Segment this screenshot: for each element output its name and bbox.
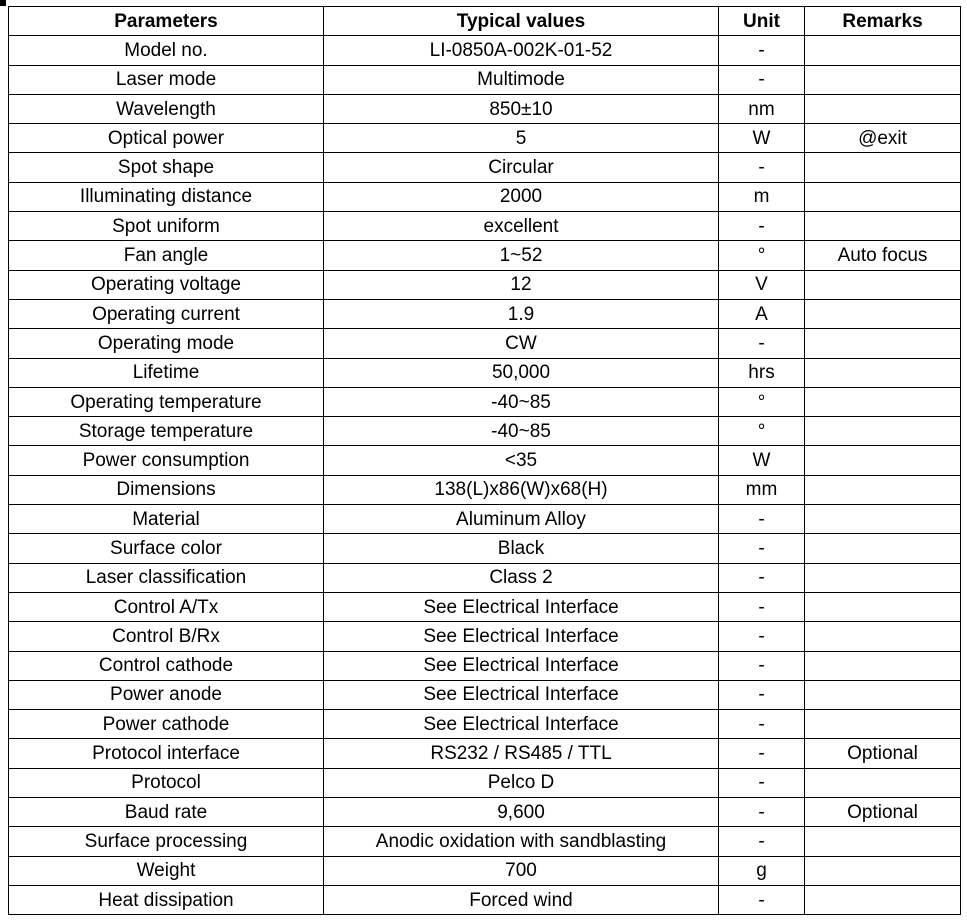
parameter-cell: Laser classification — [9, 563, 324, 592]
table-row — [9, 36, 961, 65]
value-cell: 850±10 — [324, 94, 719, 123]
parameter-cell: Spot uniform — [9, 212, 324, 241]
unit-cell: - — [719, 768, 805, 797]
value-cell: See Electrical Interface — [324, 710, 719, 739]
value-cell: 50,000 — [324, 358, 719, 387]
table-row — [9, 475, 961, 504]
parameter-cell: Surface color — [9, 534, 324, 563]
value-cell: LI-0850A-002K-01-52 — [324, 36, 719, 65]
header-unit: Unit — [719, 7, 805, 36]
remarks-cell — [805, 182, 961, 211]
table-row — [9, 153, 961, 182]
remarks-cell — [805, 768, 961, 797]
remarks-cell: Optional — [805, 739, 961, 768]
remarks-cell — [805, 387, 961, 416]
table-row — [9, 65, 961, 94]
parameter-cell: Power anode — [9, 680, 324, 709]
value-cell: See Electrical Interface — [324, 651, 719, 680]
table-row — [9, 768, 961, 797]
table-row — [9, 622, 961, 651]
value-cell: 1.9 — [324, 299, 719, 328]
remarks-cell — [805, 329, 961, 358]
table-row — [9, 680, 961, 709]
value-cell: 9,600 — [324, 798, 719, 827]
parameter-cell: Power consumption — [9, 446, 324, 475]
remarks-cell — [805, 94, 961, 123]
remarks-cell — [805, 622, 961, 651]
table-row — [9, 270, 961, 299]
unit-cell: m — [719, 182, 805, 211]
remarks-cell — [805, 212, 961, 241]
value-cell: 700 — [324, 856, 719, 885]
value-cell: -40~85 — [324, 417, 719, 446]
table-row — [9, 299, 961, 328]
remarks-cell — [805, 36, 961, 65]
value-cell: CW — [324, 329, 719, 358]
unit-cell: A — [719, 299, 805, 328]
unit-cell: hrs — [719, 358, 805, 387]
value-cell: Aluminum Alloy — [324, 505, 719, 534]
unit-cell: - — [719, 212, 805, 241]
table-row — [9, 94, 961, 123]
remarks-cell — [805, 358, 961, 387]
parameter-cell: Dimensions — [9, 475, 324, 504]
parameter-cell: Protocol — [9, 768, 324, 797]
value-cell: 2000 — [324, 182, 719, 211]
parameter-cell: Material — [9, 505, 324, 534]
value-cell: Pelco D — [324, 768, 719, 797]
remarks-cell — [805, 592, 961, 621]
value-cell: Class 2 — [324, 563, 719, 592]
unit-cell: - — [719, 563, 805, 592]
remarks-cell — [805, 710, 961, 739]
table-row — [9, 739, 961, 768]
parameter-cell: Fan angle — [9, 241, 324, 270]
parameter-cell: Power cathode — [9, 710, 324, 739]
parameter-cell: Wavelength — [9, 94, 324, 123]
remarks-cell — [805, 446, 961, 475]
table-row — [9, 387, 961, 416]
remarks-cell — [805, 153, 961, 182]
value-cell: <35 — [324, 446, 719, 475]
value-cell: RS232 / RS485 / TTL — [324, 739, 719, 768]
remarks-cell — [805, 563, 961, 592]
unit-cell: ° — [719, 241, 805, 270]
table-row — [9, 885, 961, 914]
value-cell: See Electrical Interface — [324, 622, 719, 651]
remarks-cell — [805, 270, 961, 299]
remarks-cell — [805, 827, 961, 856]
parameter-cell: Baud rate — [9, 798, 324, 827]
parameter-cell: Operating mode — [9, 329, 324, 358]
unit-cell: - — [719, 592, 805, 621]
table-row — [9, 212, 961, 241]
table-header-row — [9, 7, 961, 36]
value-cell: Forced wind — [324, 885, 719, 914]
value-cell: Multimode — [324, 65, 719, 94]
parameter-cell: Lifetime — [9, 358, 324, 387]
remarks-cell — [805, 856, 961, 885]
value-cell: Circular — [324, 153, 719, 182]
unit-cell: nm — [719, 94, 805, 123]
remarks-cell: @exit — [805, 124, 961, 153]
value-cell: 12 — [324, 270, 719, 299]
parameter-cell: Illuminating distance — [9, 182, 324, 211]
parameter-cell: Operating current — [9, 299, 324, 328]
parameter-cell: Surface processing — [9, 827, 324, 856]
table-row — [9, 592, 961, 621]
parameter-cell: Spot shape — [9, 153, 324, 182]
parameter-cell: Heat dissipation — [9, 885, 324, 914]
table-row — [9, 446, 961, 475]
unit-cell: - — [719, 505, 805, 534]
page-corner-mark — [0, 0, 6, 6]
header-parameters: Parameters — [9, 7, 324, 36]
value-cell: Black — [324, 534, 719, 563]
value-cell: excellent — [324, 212, 719, 241]
unit-cell: - — [719, 680, 805, 709]
remarks-cell: Auto focus — [805, 241, 961, 270]
table-row — [9, 124, 961, 153]
remarks-cell — [805, 475, 961, 504]
unit-cell: mm — [719, 475, 805, 504]
unit-cell: g — [719, 856, 805, 885]
parameter-cell: Control cathode — [9, 651, 324, 680]
value-cell: See Electrical Interface — [324, 680, 719, 709]
value-cell: 1~52 — [324, 241, 719, 270]
remarks-cell — [805, 680, 961, 709]
parameter-cell: Weight — [9, 856, 324, 885]
unit-cell: ° — [719, 417, 805, 446]
unit-cell: - — [719, 798, 805, 827]
unit-cell: - — [719, 739, 805, 768]
unit-cell: ° — [719, 387, 805, 416]
parameter-cell: Model no. — [9, 36, 324, 65]
unit-cell: - — [719, 651, 805, 680]
table-row — [9, 827, 961, 856]
remarks-cell — [805, 65, 961, 94]
value-cell: -40~85 — [324, 387, 719, 416]
table-row — [9, 241, 961, 270]
unit-cell: V — [719, 270, 805, 299]
table-row — [9, 182, 961, 211]
unit-cell: - — [719, 885, 805, 914]
parameter-cell: Optical power — [9, 124, 324, 153]
table-row — [9, 710, 961, 739]
parameter-cell: Control A/Tx — [9, 592, 324, 621]
value-cell: 138(L)x86(W)x68(H) — [324, 475, 719, 504]
remarks-cell: Optional — [805, 798, 961, 827]
value-cell: See Electrical Interface — [324, 592, 719, 621]
unit-cell: - — [719, 622, 805, 651]
remarks-cell — [805, 505, 961, 534]
remarks-cell — [805, 534, 961, 563]
remarks-cell — [805, 651, 961, 680]
table-row — [9, 505, 961, 534]
table-row — [9, 417, 961, 446]
unit-cell: W — [719, 124, 805, 153]
remarks-cell — [805, 885, 961, 914]
parameter-cell: Operating voltage — [9, 270, 324, 299]
unit-cell: - — [719, 65, 805, 94]
value-cell: Anodic oxidation with sandblasting — [324, 827, 719, 856]
table-row — [9, 798, 961, 827]
unit-cell: - — [719, 827, 805, 856]
table-row — [9, 856, 961, 885]
table-body — [9, 36, 961, 915]
value-cell: 5 — [324, 124, 719, 153]
header-typical-values: Typical values — [324, 7, 719, 36]
unit-cell: - — [719, 153, 805, 182]
header-remarks: Remarks — [805, 7, 961, 36]
unit-cell: - — [719, 36, 805, 65]
unit-cell: - — [719, 329, 805, 358]
table-row — [9, 358, 961, 387]
remarks-cell — [805, 417, 961, 446]
remarks-cell — [805, 299, 961, 328]
table-row — [9, 329, 961, 358]
specifications-table — [8, 6, 961, 915]
unit-cell: - — [719, 534, 805, 563]
parameter-cell: Laser mode — [9, 65, 324, 94]
table-row — [9, 534, 961, 563]
table-row — [9, 651, 961, 680]
parameter-cell: Operating temperature — [9, 387, 324, 416]
parameter-cell: Storage temperature — [9, 417, 324, 446]
parameter-cell: Control B/Rx — [9, 622, 324, 651]
table-row — [9, 563, 961, 592]
parameter-cell: Protocol interface — [9, 739, 324, 768]
unit-cell: - — [719, 710, 805, 739]
unit-cell: W — [719, 446, 805, 475]
